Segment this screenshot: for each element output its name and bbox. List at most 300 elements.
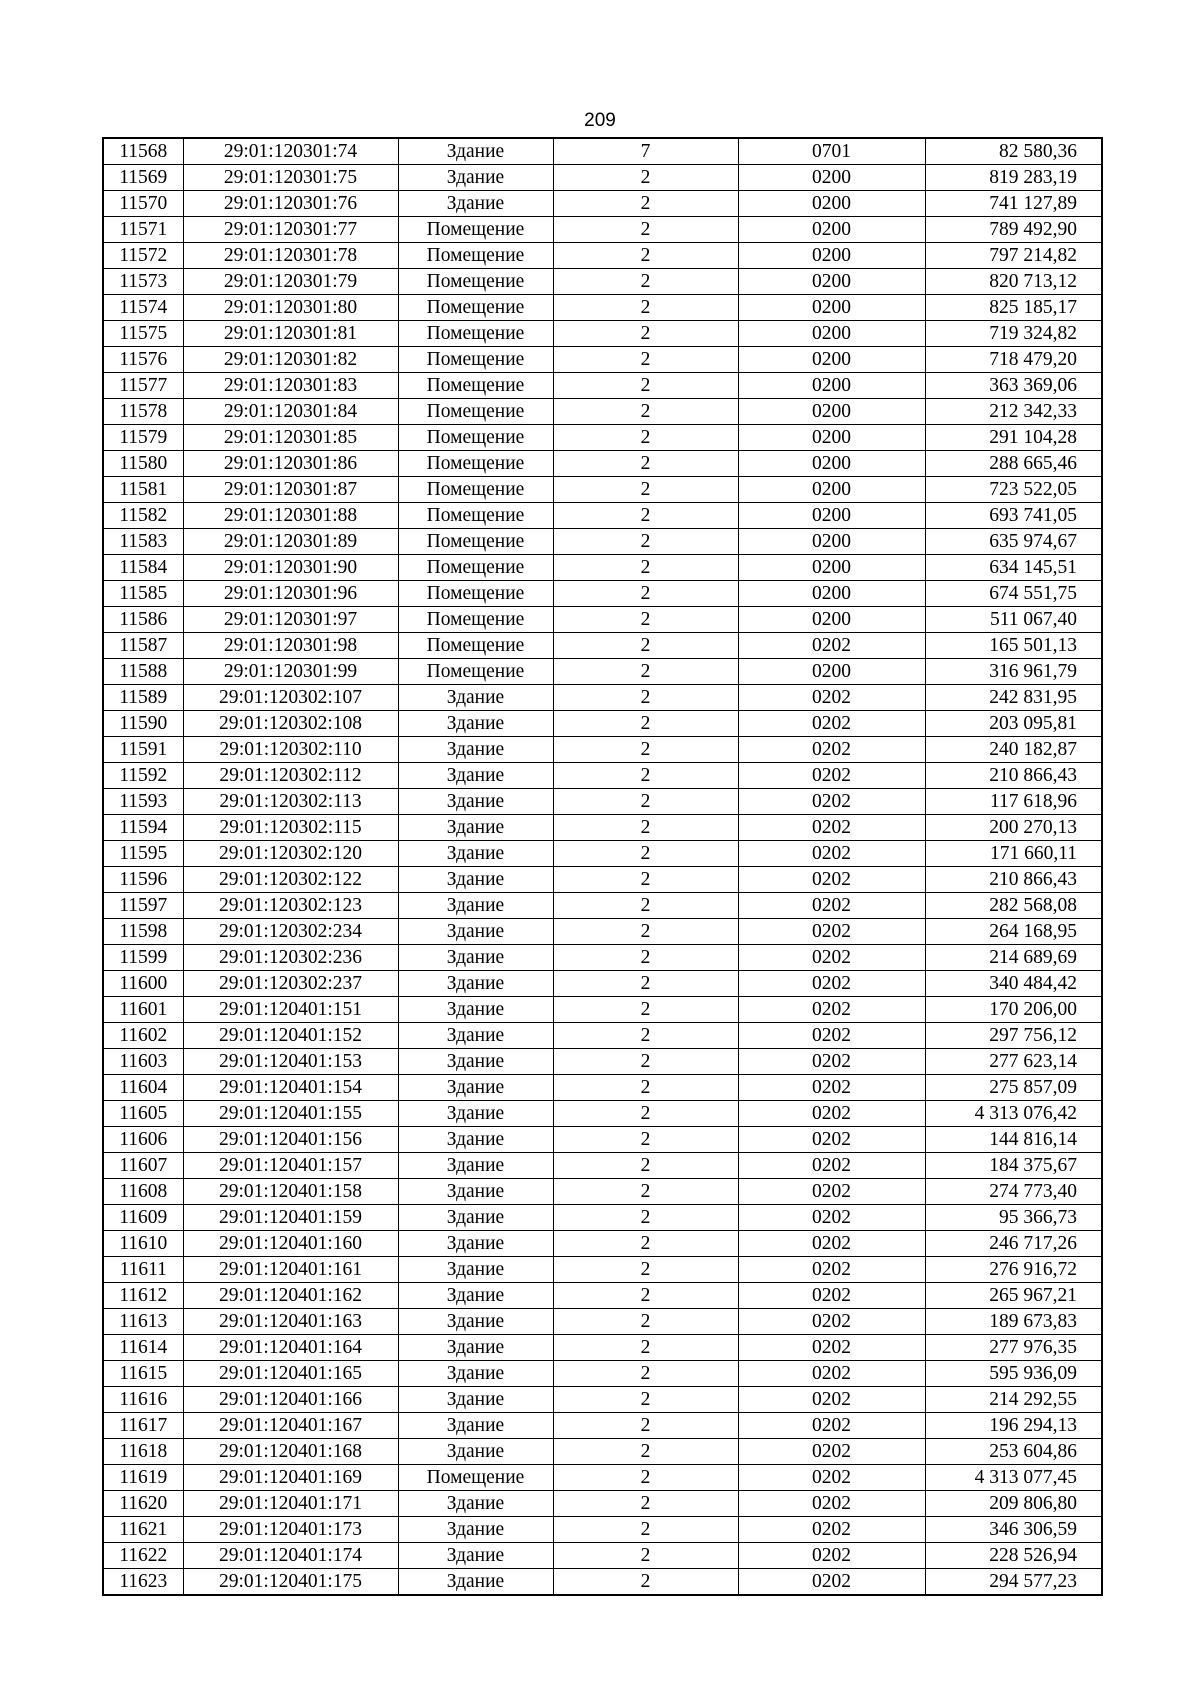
row-number-cell: 11571 [103, 217, 183, 243]
group-cell: 2 [553, 841, 738, 867]
object-type-cell: Помещение [398, 633, 553, 659]
object-type-cell: Помещение [398, 607, 553, 633]
table-row [103, 1439, 1102, 1465]
table-row [103, 1569, 1102, 1596]
group-cell: 2 [553, 763, 738, 789]
code-cell: 0202 [738, 763, 925, 789]
group-cell: 2 [553, 555, 738, 581]
object-type-cell: Здание [398, 971, 553, 997]
group-cell: 2 [553, 997, 738, 1023]
code-cell: 0202 [738, 1127, 925, 1153]
code-cell: 0202 [738, 1517, 925, 1543]
code-cell: 0202 [738, 1283, 925, 1309]
row-number-cell: 11594 [103, 815, 183, 841]
registry-table-body [103, 138, 1102, 1595]
value-cell: 117 618,96 [925, 789, 1102, 815]
object-type-cell: Помещение [398, 529, 553, 555]
code-cell: 0202 [738, 1387, 925, 1413]
cadastral-number-cell: 29:01:120301:86 [183, 451, 398, 477]
table-row [103, 1361, 1102, 1387]
value-cell: 82 580,36 [925, 138, 1102, 165]
object-type-cell: Здание [398, 1283, 553, 1309]
row-number-cell: 11587 [103, 633, 183, 659]
table-row [103, 1023, 1102, 1049]
value-cell: 511 067,40 [925, 607, 1102, 633]
code-cell: 0701 [738, 138, 925, 165]
group-cell: 2 [553, 607, 738, 633]
cadastral-number-cell: 29:01:120401:171 [183, 1491, 398, 1517]
value-cell: 214 292,55 [925, 1387, 1102, 1413]
row-number-cell: 11623 [103, 1569, 183, 1596]
row-number-cell: 11578 [103, 399, 183, 425]
object-type-cell: Здание [398, 893, 553, 919]
cadastral-number-cell: 29:01:120401:165 [183, 1361, 398, 1387]
value-cell: 209 806,80 [925, 1491, 1102, 1517]
code-cell: 0202 [738, 1075, 925, 1101]
row-number-cell: 11573 [103, 269, 183, 295]
row-number-cell: 11600 [103, 971, 183, 997]
code-cell: 0202 [738, 1179, 925, 1205]
code-cell: 0200 [738, 165, 925, 191]
cadastral-number-cell: 29:01:120301:99 [183, 659, 398, 685]
row-number-cell: 11581 [103, 477, 183, 503]
group-cell: 2 [553, 269, 738, 295]
table-row [103, 763, 1102, 789]
object-type-cell: Здание [398, 815, 553, 841]
code-cell: 0200 [738, 217, 925, 243]
code-cell: 0200 [738, 659, 925, 685]
cadastral-number-cell: 29:01:120401:161 [183, 1257, 398, 1283]
cadastral-number-cell: 29:01:120302:107 [183, 685, 398, 711]
cadastral-number-cell: 29:01:120301:98 [183, 633, 398, 659]
object-type-cell: Помещение [398, 451, 553, 477]
object-type-cell: Здание [398, 841, 553, 867]
group-cell: 2 [553, 789, 738, 815]
table-row [103, 1283, 1102, 1309]
cadastral-number-cell: 29:01:120301:89 [183, 529, 398, 555]
value-cell: 4 313 077,45 [925, 1465, 1102, 1491]
object-type-cell: Помещение [398, 217, 553, 243]
code-cell: 0202 [738, 685, 925, 711]
group-cell: 2 [553, 1309, 738, 1335]
row-number-cell: 11614 [103, 1335, 183, 1361]
group-cell: 2 [553, 1361, 738, 1387]
registry-table [102, 137, 1103, 1596]
code-cell: 0200 [738, 607, 925, 633]
cadastral-number-cell: 29:01:120401:169 [183, 1465, 398, 1491]
cadastral-number-cell: 29:01:120401:156 [183, 1127, 398, 1153]
value-cell: 825 185,17 [925, 295, 1102, 321]
group-cell: 2 [553, 321, 738, 347]
value-cell: 789 492,90 [925, 217, 1102, 243]
value-cell: 253 604,86 [925, 1439, 1102, 1465]
code-cell: 0200 [738, 321, 925, 347]
row-number-cell: 11576 [103, 347, 183, 373]
group-cell: 2 [553, 633, 738, 659]
object-type-cell: Помещение [398, 1465, 553, 1491]
row-number-cell: 11596 [103, 867, 183, 893]
object-type-cell: Помещение [398, 425, 553, 451]
cadastral-number-cell: 29:01:120302:120 [183, 841, 398, 867]
row-number-cell: 11620 [103, 1491, 183, 1517]
object-type-cell: Здание [398, 1127, 553, 1153]
object-type-cell: Здание [398, 1387, 553, 1413]
cadastral-number-cell: 29:01:120401:154 [183, 1075, 398, 1101]
group-cell: 2 [553, 477, 738, 503]
cadastral-number-cell: 29:01:120302:237 [183, 971, 398, 997]
value-cell: 634 145,51 [925, 555, 1102, 581]
table-row [103, 607, 1102, 633]
row-number-cell: 11604 [103, 1075, 183, 1101]
group-cell: 2 [553, 711, 738, 737]
table-row [103, 633, 1102, 659]
group-cell: 2 [553, 1335, 738, 1361]
table-row [103, 997, 1102, 1023]
value-cell: 212 342,33 [925, 399, 1102, 425]
cadastral-number-cell: 29:01:120401:162 [183, 1283, 398, 1309]
value-cell: 674 551,75 [925, 581, 1102, 607]
value-cell: 819 283,19 [925, 165, 1102, 191]
table-row [103, 243, 1102, 269]
object-type-cell: Здание [398, 867, 553, 893]
value-cell: 275 857,09 [925, 1075, 1102, 1101]
code-cell: 0202 [738, 971, 925, 997]
table-row [103, 1465, 1102, 1491]
group-cell: 2 [553, 1153, 738, 1179]
group-cell: 2 [553, 1023, 738, 1049]
value-cell: 228 526,94 [925, 1543, 1102, 1569]
group-cell: 2 [553, 191, 738, 217]
row-number-cell: 11605 [103, 1101, 183, 1127]
group-cell: 2 [553, 867, 738, 893]
code-cell: 0202 [738, 633, 925, 659]
value-cell: 723 522,05 [925, 477, 1102, 503]
row-number-cell: 11582 [103, 503, 183, 529]
cadastral-number-cell: 29:01:120301:96 [183, 581, 398, 607]
code-cell: 0202 [738, 1205, 925, 1231]
code-cell: 0202 [738, 737, 925, 763]
table-row [103, 1231, 1102, 1257]
table-row [103, 815, 1102, 841]
object-type-cell: Здание [398, 1231, 553, 1257]
row-number-cell: 11615 [103, 1361, 183, 1387]
row-number-cell: 11579 [103, 425, 183, 451]
row-number-cell: 11603 [103, 1049, 183, 1075]
row-number-cell: 11590 [103, 711, 183, 737]
object-type-cell: Здание [398, 919, 553, 945]
cadastral-number-cell: 29:01:120301:90 [183, 555, 398, 581]
row-number-cell: 11598 [103, 919, 183, 945]
value-cell: 635 974,67 [925, 529, 1102, 555]
object-type-cell: Помещение [398, 321, 553, 347]
table-row [103, 1309, 1102, 1335]
value-cell: 741 127,89 [925, 191, 1102, 217]
cadastral-number-cell: 29:01:120301:81 [183, 321, 398, 347]
value-cell: 363 369,06 [925, 373, 1102, 399]
code-cell: 0200 [738, 451, 925, 477]
object-type-cell: Помещение [398, 373, 553, 399]
row-number-cell: 11586 [103, 607, 183, 633]
table-row [103, 867, 1102, 893]
cadastral-number-cell: 29:01:120302:122 [183, 867, 398, 893]
group-cell: 2 [553, 1075, 738, 1101]
object-type-cell: Помещение [398, 243, 553, 269]
cadastral-number-cell: 29:01:120401:160 [183, 1231, 398, 1257]
table-row [103, 1413, 1102, 1439]
row-number-cell: 11577 [103, 373, 183, 399]
row-number-cell: 11589 [103, 685, 183, 711]
table-row [103, 1153, 1102, 1179]
value-cell: 242 831,95 [925, 685, 1102, 711]
group-cell: 2 [553, 1465, 738, 1491]
value-cell: 595 936,09 [925, 1361, 1102, 1387]
object-type-cell: Здание [398, 1413, 553, 1439]
cadastral-number-cell: 29:01:120301:97 [183, 607, 398, 633]
value-cell: 316 961,79 [925, 659, 1102, 685]
group-cell: 2 [553, 217, 738, 243]
value-cell: 264 168,95 [925, 919, 1102, 945]
object-type-cell: Здание [398, 1153, 553, 1179]
object-type-cell: Здание [398, 1205, 553, 1231]
table-row [103, 971, 1102, 997]
cadastral-number-cell: 29:01:120301:87 [183, 477, 398, 503]
row-number-cell: 11608 [103, 1179, 183, 1205]
cadastral-number-cell: 29:01:120401:163 [183, 1309, 398, 1335]
table-row [103, 711, 1102, 737]
value-cell: 288 665,46 [925, 451, 1102, 477]
row-number-cell: 11611 [103, 1257, 183, 1283]
group-cell: 2 [553, 945, 738, 971]
cadastral-number-cell: 29:01:120401:152 [183, 1023, 398, 1049]
value-cell: 184 375,67 [925, 1153, 1102, 1179]
value-cell: 171 660,11 [925, 841, 1102, 867]
cadastral-number-cell: 29:01:120301:76 [183, 191, 398, 217]
object-type-cell: Помещение [398, 581, 553, 607]
object-type-cell: Здание [398, 1569, 553, 1596]
object-type-cell: Здание [398, 1101, 553, 1127]
object-type-cell: Помещение [398, 295, 553, 321]
cadastral-number-cell: 29:01:120401:174 [183, 1543, 398, 1569]
group-cell: 2 [553, 1231, 738, 1257]
cadastral-number-cell: 29:01:120401:153 [183, 1049, 398, 1075]
value-cell: 277 976,35 [925, 1335, 1102, 1361]
cadastral-number-cell: 29:01:120301:85 [183, 425, 398, 451]
code-cell: 0200 [738, 555, 925, 581]
value-cell: 165 501,13 [925, 633, 1102, 659]
cadastral-number-cell: 29:01:120401:151 [183, 997, 398, 1023]
group-cell: 2 [553, 1413, 738, 1439]
value-cell: 203 095,81 [925, 711, 1102, 737]
group-cell: 2 [553, 581, 738, 607]
row-number-cell: 11602 [103, 1023, 183, 1049]
row-number-cell: 11597 [103, 893, 183, 919]
group-cell: 2 [553, 685, 738, 711]
object-type-cell: Здание [398, 1309, 553, 1335]
cadastral-number-cell: 29:01:120401:158 [183, 1179, 398, 1205]
cadastral-number-cell: 29:01:120401:168 [183, 1439, 398, 1465]
code-cell: 0202 [738, 1569, 925, 1596]
table-row [103, 399, 1102, 425]
table-row [103, 1335, 1102, 1361]
code-cell: 0200 [738, 269, 925, 295]
code-cell: 0200 [738, 529, 925, 555]
code-cell: 0202 [738, 711, 925, 737]
row-number-cell: 11622 [103, 1543, 183, 1569]
cadastral-number-cell: 29:01:120401:157 [183, 1153, 398, 1179]
group-cell: 2 [553, 243, 738, 269]
code-cell: 0202 [738, 997, 925, 1023]
code-cell: 0202 [738, 945, 925, 971]
code-cell: 0202 [738, 1465, 925, 1491]
row-number-cell: 11569 [103, 165, 183, 191]
group-cell: 7 [553, 138, 738, 165]
cadastral-number-cell: 29:01:120302:234 [183, 919, 398, 945]
group-cell: 2 [553, 815, 738, 841]
row-number-cell: 11606 [103, 1127, 183, 1153]
object-type-cell: Помещение [398, 399, 553, 425]
table-row [103, 1179, 1102, 1205]
table-row [103, 138, 1102, 165]
value-cell: 693 741,05 [925, 503, 1102, 529]
cadastral-number-cell: 29:01:120301:84 [183, 399, 398, 425]
object-type-cell: Здание [398, 1361, 553, 1387]
row-number-cell: 11572 [103, 243, 183, 269]
cadastral-number-cell: 29:01:120301:88 [183, 503, 398, 529]
table-row [103, 191, 1102, 217]
cadastral-number-cell: 29:01:120401:166 [183, 1387, 398, 1413]
code-cell: 0202 [738, 893, 925, 919]
value-cell: 210 866,43 [925, 763, 1102, 789]
table-row [103, 477, 1102, 503]
value-cell: 4 313 076,42 [925, 1101, 1102, 1127]
code-cell: 0202 [738, 1023, 925, 1049]
cadastral-number-cell: 29:01:120301:75 [183, 165, 398, 191]
cadastral-number-cell: 29:01:120401:155 [183, 1101, 398, 1127]
row-number-cell: 11619 [103, 1465, 183, 1491]
code-cell: 0202 [738, 1231, 925, 1257]
code-cell: 0202 [738, 1101, 925, 1127]
value-cell: 170 206,00 [925, 997, 1102, 1023]
cadastral-number-cell: 29:01:120301:77 [183, 217, 398, 243]
table-row [103, 659, 1102, 685]
code-cell: 0202 [738, 789, 925, 815]
group-cell: 2 [553, 659, 738, 685]
cadastral-number-cell: 29:01:120301:79 [183, 269, 398, 295]
row-number-cell: 11616 [103, 1387, 183, 1413]
page-number: 209 [584, 110, 616, 131]
value-cell: 797 214,82 [925, 243, 1102, 269]
code-cell: 0200 [738, 503, 925, 529]
row-number-cell: 11595 [103, 841, 183, 867]
object-type-cell: Здание [398, 1075, 553, 1101]
group-cell: 2 [553, 1049, 738, 1075]
object-type-cell: Здание [398, 1543, 553, 1569]
row-number-cell: 11592 [103, 763, 183, 789]
table-row [103, 685, 1102, 711]
table-row [103, 529, 1102, 555]
table-row [103, 893, 1102, 919]
code-cell: 0202 [738, 1439, 925, 1465]
table-row [103, 1491, 1102, 1517]
code-cell: 0200 [738, 295, 925, 321]
cadastral-number-cell: 29:01:120302:108 [183, 711, 398, 737]
value-cell: 282 568,08 [925, 893, 1102, 919]
cadastral-number-cell: 29:01:120401:173 [183, 1517, 398, 1543]
value-cell: 340 484,42 [925, 971, 1102, 997]
value-cell: 210 866,43 [925, 867, 1102, 893]
group-cell: 2 [553, 1179, 738, 1205]
row-number-cell: 11593 [103, 789, 183, 815]
cadastral-number-cell: 29:01:120302:236 [183, 945, 398, 971]
table-row [103, 1049, 1102, 1075]
row-number-cell: 11591 [103, 737, 183, 763]
table-row [103, 451, 1102, 477]
value-cell: 346 306,59 [925, 1517, 1102, 1543]
table-row [103, 1205, 1102, 1231]
cadastral-number-cell: 29:01:120301:74 [183, 138, 398, 165]
cadastral-number-cell: 29:01:120401:167 [183, 1413, 398, 1439]
code-cell: 0202 [738, 1361, 925, 1387]
object-type-cell: Здание [398, 737, 553, 763]
cadastral-number-cell: 29:01:120301:80 [183, 295, 398, 321]
object-type-cell: Помещение [398, 555, 553, 581]
object-type-cell: Помещение [398, 269, 553, 295]
group-cell: 2 [553, 165, 738, 191]
group-cell: 2 [553, 919, 738, 945]
group-cell: 2 [553, 1127, 738, 1153]
table-row [103, 321, 1102, 347]
code-cell: 0200 [738, 425, 925, 451]
row-number-cell: 11617 [103, 1413, 183, 1439]
cadastral-number-cell: 29:01:120301:82 [183, 347, 398, 373]
cadastral-number-cell: 29:01:120302:115 [183, 815, 398, 841]
row-number-cell: 11568 [103, 138, 183, 165]
value-cell: 718 479,20 [925, 347, 1102, 373]
cadastral-number-cell: 29:01:120302:112 [183, 763, 398, 789]
value-cell: 189 673,83 [925, 1309, 1102, 1335]
group-cell: 2 [553, 1517, 738, 1543]
code-cell: 0200 [738, 399, 925, 425]
object-type-cell: Здание [398, 789, 553, 815]
value-cell: 820 713,12 [925, 269, 1102, 295]
code-cell: 0200 [738, 477, 925, 503]
group-cell: 2 [553, 425, 738, 451]
table-row [103, 347, 1102, 373]
code-cell: 0200 [738, 347, 925, 373]
row-number-cell: 11599 [103, 945, 183, 971]
group-cell: 2 [553, 1569, 738, 1596]
group-cell: 2 [553, 399, 738, 425]
code-cell: 0202 [738, 1543, 925, 1569]
row-number-cell: 11588 [103, 659, 183, 685]
row-number-cell: 11610 [103, 1231, 183, 1257]
code-cell: 0202 [738, 867, 925, 893]
row-number-cell: 11601 [103, 997, 183, 1023]
group-cell: 2 [553, 529, 738, 555]
cadastral-number-cell: 29:01:120401:164 [183, 1335, 398, 1361]
object-type-cell: Здание [398, 763, 553, 789]
value-cell: 200 270,13 [925, 815, 1102, 841]
code-cell: 0202 [738, 1413, 925, 1439]
value-cell: 294 577,23 [925, 1569, 1102, 1596]
table-row [103, 945, 1102, 971]
value-cell: 291 104,28 [925, 425, 1102, 451]
table-row [103, 373, 1102, 399]
table-row [103, 1075, 1102, 1101]
row-number-cell: 11574 [103, 295, 183, 321]
table-row [103, 581, 1102, 607]
code-cell: 0202 [738, 841, 925, 867]
